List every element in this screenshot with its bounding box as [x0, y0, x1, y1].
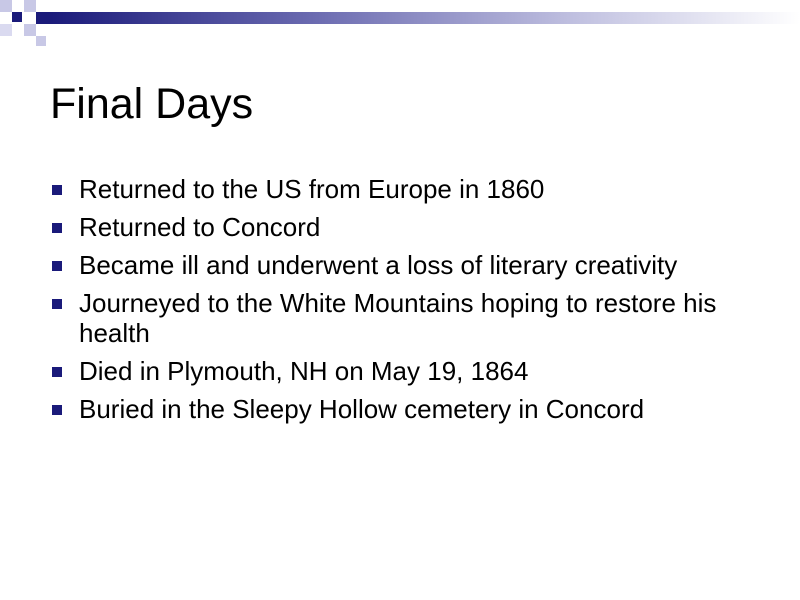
square-bullet-icon	[52, 261, 62, 271]
decorative-square	[0, 0, 12, 12]
bullet-text: Buried in the Sleepy Hollow cemetery in Concord	[79, 394, 645, 424]
decorative-square	[0, 24, 12, 36]
bullet-text: Returned to the US from Europe in 1860	[79, 174, 545, 204]
square-bullet-icon	[52, 405, 62, 415]
list-item	[50, 288, 740, 348]
list-item	[50, 394, 740, 424]
header-decoration	[0, 0, 800, 50]
square-bullet-icon	[52, 299, 62, 309]
bullet-list	[50, 174, 740, 432]
square-bullet-icon	[52, 367, 62, 377]
bullet-text: Died in Plymouth, NH on May 19, 1864	[79, 356, 529, 386]
list-item	[50, 356, 740, 386]
decorative-square	[36, 36, 46, 46]
square-bullet-icon	[52, 185, 62, 195]
decorative-square	[24, 0, 36, 12]
bullet-text: Journeyed to the White Mountains hoping to restore his health	[79, 288, 717, 348]
square-bullet-icon	[52, 223, 62, 233]
header-gradient-bar	[48, 12, 800, 24]
decorative-square	[24, 24, 36, 36]
bullet-text: Became ill and underwent a loss of literary creativity	[79, 250, 678, 280]
slide-title: Final Days	[50, 80, 254, 128]
decorative-square	[36, 12, 48, 24]
list-item	[50, 174, 740, 204]
bullet-text: Returned to Concord	[79, 212, 321, 242]
list-item	[50, 212, 740, 242]
list-item	[50, 250, 740, 280]
decorative-square	[12, 12, 22, 22]
